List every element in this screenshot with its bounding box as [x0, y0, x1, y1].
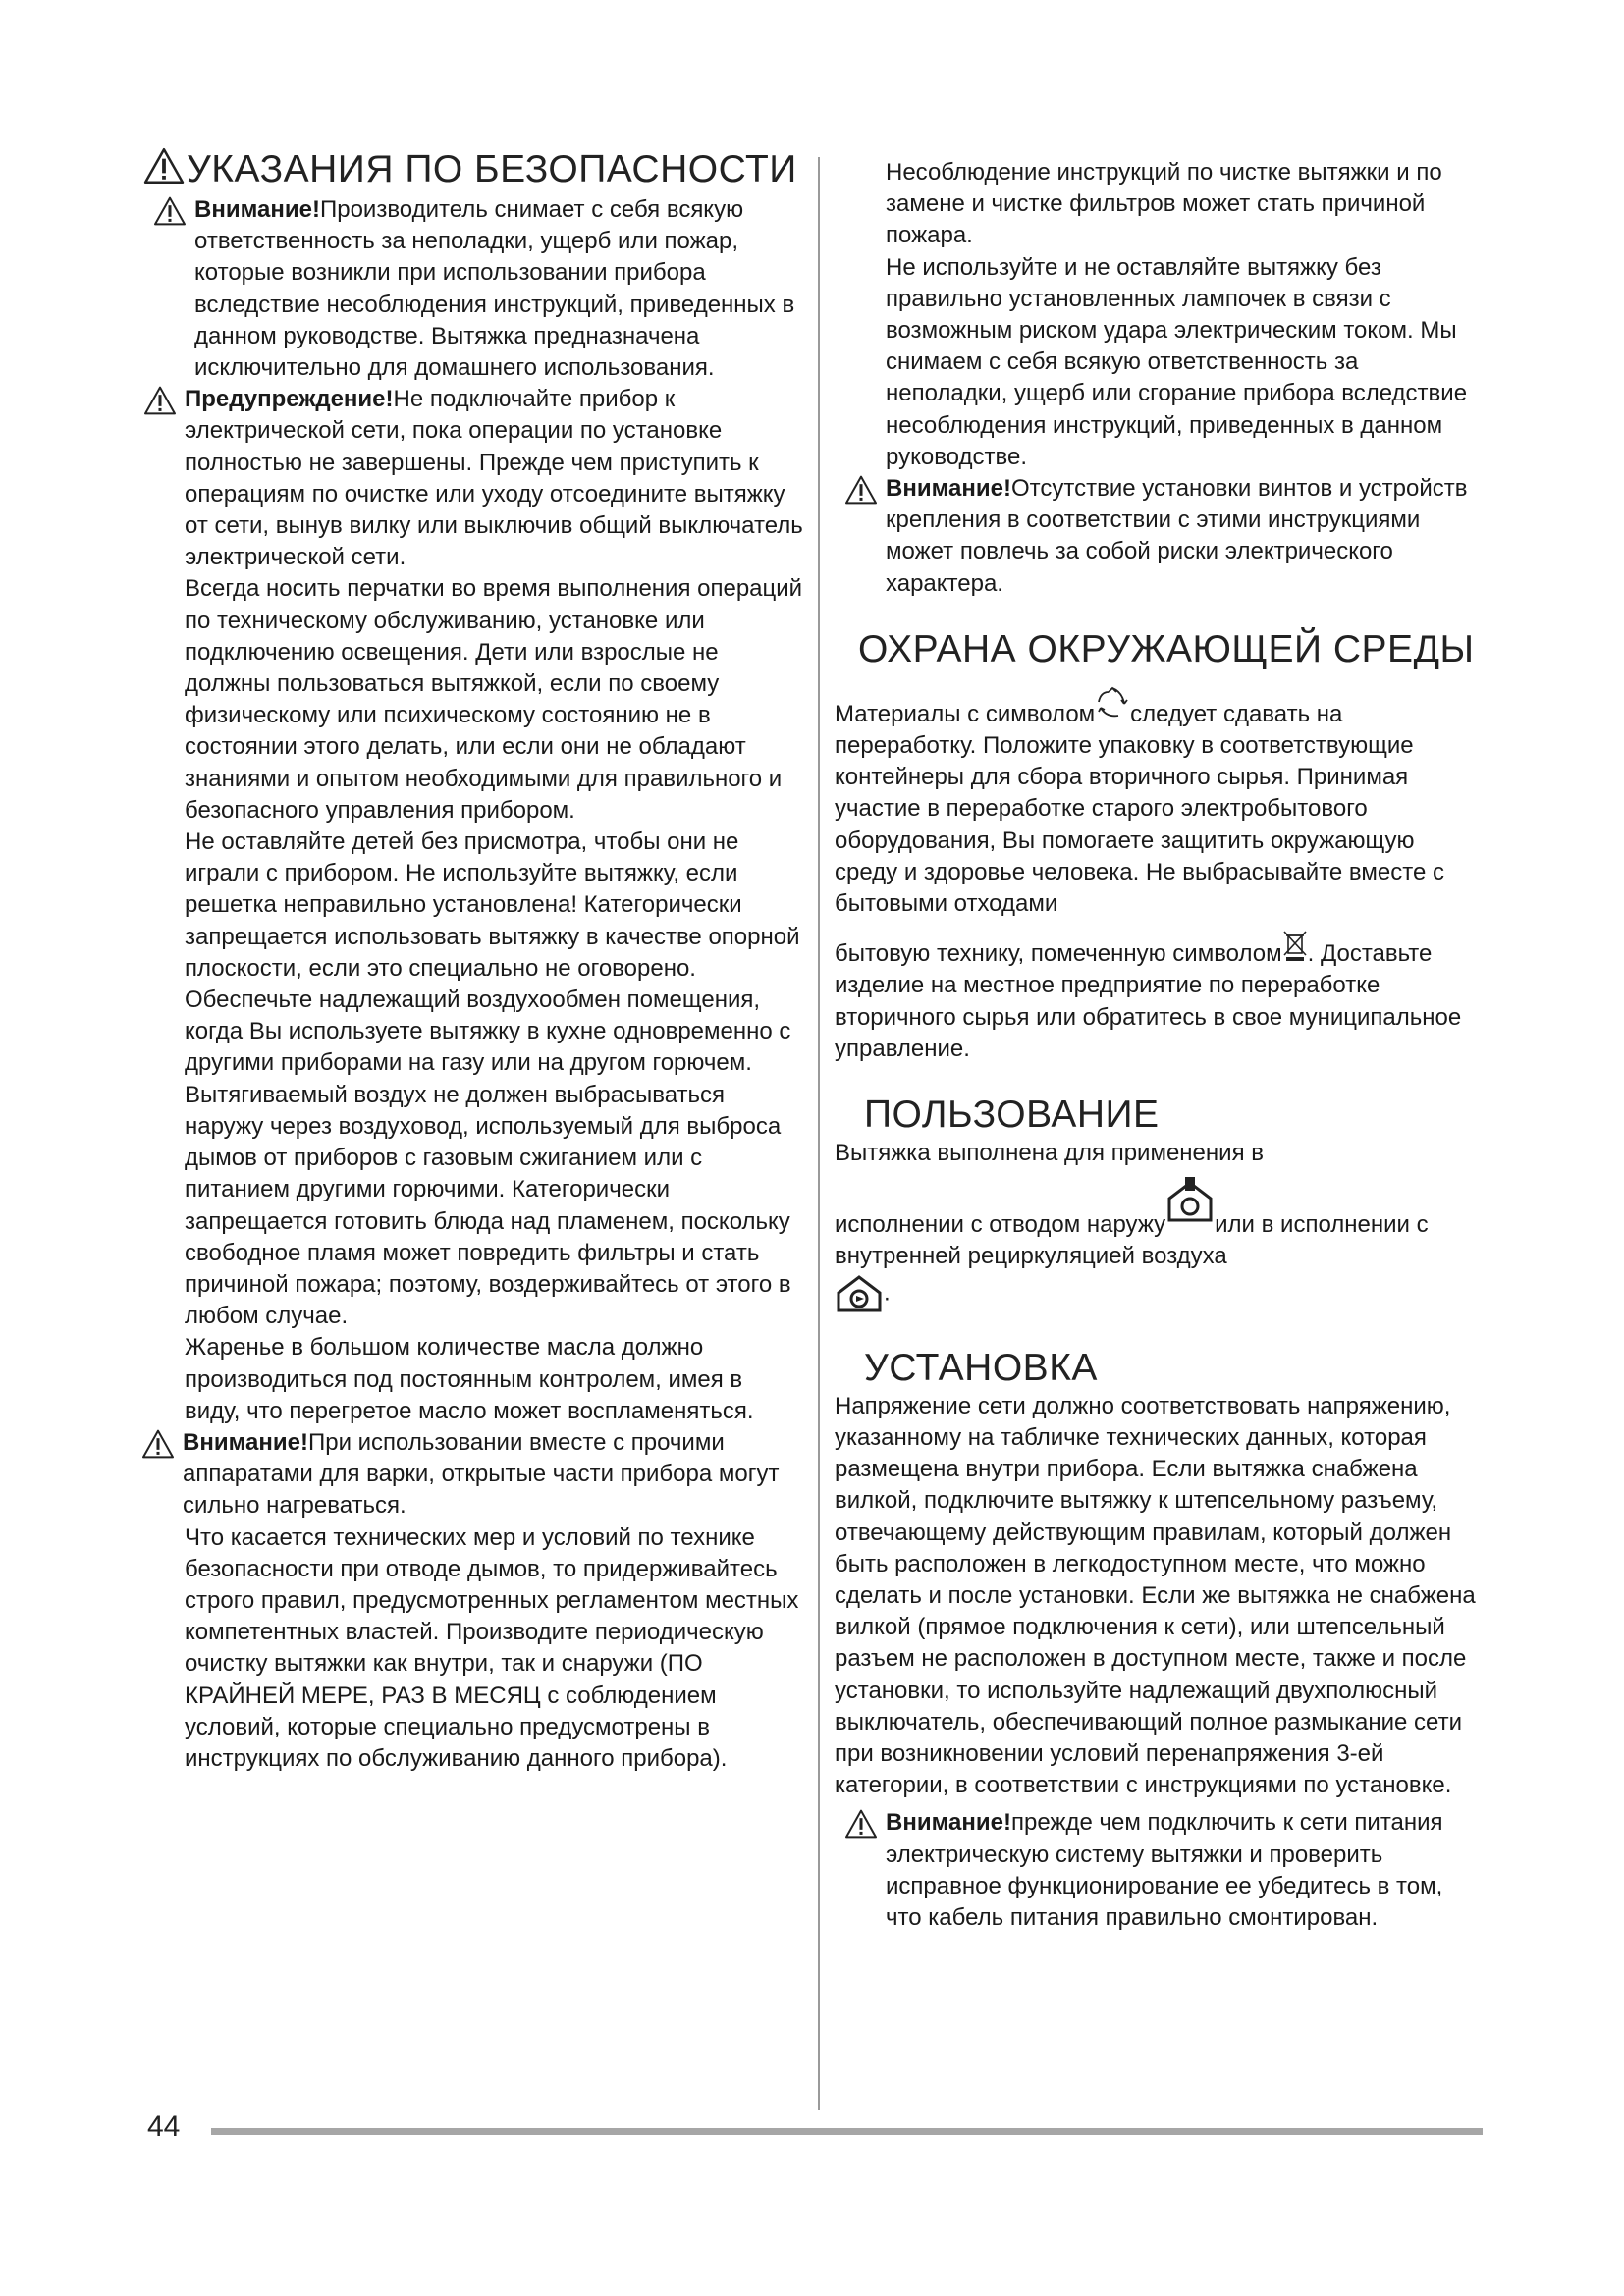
warning-icon	[143, 386, 177, 415]
recycling-text-b: следует сдавать на переработку. Положите упаковку в соответствующие контейнеры для сбора вторичного сырья. Принимая участие в переработке старого электробытового оборудования, Вы помогаете защитить окружающую среду и здоровье человека. Не выбрасывайте вместе с бытовыми отходами	[835, 700, 1444, 918]
safety-note-warning	[143, 384, 803, 573]
usage-text-2a: исполнении с отводом наружу	[835, 1211, 1166, 1239]
warning-icon	[141, 1429, 175, 1459]
paragraph-oil: Жаренье в большом количестве масла должно производиться под постоянным контролем, имея в виду, что перегретое масло может воспламеняться.	[185, 1334, 754, 1424]
environment-heading: ОХРАНА ОКРУЖАЮЩЕЙ СРЕДЫ	[858, 627, 1475, 670]
paragraph-weee	[835, 930, 1483, 1065]
note-text: Не подключайте прибор к электрической сети, пока операции по установке полностью не завершены. Прежде чем приступить к операциям по очистке или уходу отсоедините вытяжку от сети, вынув вилку или выключив общий выключатель электрической сети.	[185, 386, 803, 571]
safety-heading: УКАЗАНИЯ ПО БЕЗОПАСНОСТИ	[143, 147, 803, 192]
note-label: Внимание!	[886, 1809, 1011, 1837]
usage-text-3	[835, 1273, 1483, 1314]
duct-out-icon	[1165, 1177, 1215, 1226]
warning-icon	[143, 147, 185, 185]
column-divider	[818, 157, 820, 2110]
paragraph-gloves: Всегда носить перчатки во время выполнения операций по техническому обслуживанию, установке или подключению освещения. Дети или взрослые не должны пользоваться вытяжкой, если по своему физическому или психическому состоянию не в состоянии этого делать, или если они не обладают знаниями и опытом необходимыми для правильного и безопасного управления прибором.	[185, 575, 803, 824]
safety-note-screws	[844, 473, 1483, 600]
installation-heading: УСТАНОВКА	[864, 1346, 1098, 1389]
warning-icon	[844, 475, 878, 505]
note-label: Внимание!	[183, 1428, 308, 1456]
note-label: Внимание!	[886, 475, 1011, 503]
note-text: Производитель снимает с себя всякую ответственность за неполадки, ущерб или пожар, которые возникли при использовании прибора вследствие несоблюдения инструкций, приведенных в данном руководстве. Вытяжка предназначена исключительно для домашнего использования.	[194, 196, 795, 382]
paragraph-lamps: Не используйте и не оставляйте вытяжку без правильно установленных лампочек в связи с возможным риском удара электрическим током. Мы снимаем с себя всякую ответственность за неполадки, ущерб или сгорание прибора вследствие несоблюдения инструкций, приведенных в данном руководстве.	[886, 253, 1468, 470]
usage-text-3-dot: .	[884, 1279, 891, 1307]
recycling-text-a: Материалы с символом	[835, 700, 1096, 727]
safety-note-attention	[153, 194, 803, 384]
page-number: 44	[147, 2110, 181, 2143]
paragraph-regulations: Что касается технических мер и условий по технике безопасности при отводе дымов, то придерживайтесь строго правил, предусмотренных регламентом местных компетентных властей. Производите периодическую очистку вытяжки как внутри, так и снаружи (ПО КРАЙНЕЙ МЕРЕ, РАЗ В МЕСЯЦ с соблюдением условий, которые специально предусмотрены в инструкциях по обслуживанию данного прибора).	[185, 1523, 799, 1772]
weee-text-b: . Доставьте изделие на местное предприятие по переработке вторичного сырья или обратитесь в свое муниципальное управление.	[835, 940, 1462, 1062]
note-label: Предупреждение!	[185, 386, 394, 413]
footer-rule	[211, 2128, 1483, 2135]
safety-note-power	[844, 1807, 1483, 1934]
safety-note-heat	[141, 1427, 803, 1522]
crossed-bin-icon	[1282, 930, 1308, 961]
paragraph-children: Не оставляйте детей без присмотра, чтобы они не играли с прибором. Не используйте вытяжку, если решетка неправильно установлена! Категорически запрещается использовать вытяжку в качестве опорной плоскости, если это специально не оговорено. Обеспечьте надлежащий воздухообмен помещения, когда Вы используете вытяжку в кухне одновременно с другими приборами на газу или на другом горючем. Вытягиваемый воздух не должен выбрасываться наружу через воздуховод, используемый для выброса дымов от приборов с газовым сжиганием или с питанием другими горючими. Категорически запрещается готовить блюда над пламенем, поскольку свободное пламя может повредить фильтры и стать причиной пожара; поэтому, воздерживайтесь от этого в любом случае.	[185, 828, 800, 1330]
right-column	[835, 157, 1483, 1934]
warning-icon	[153, 196, 187, 226]
left-column	[155, 147, 803, 1775]
usage-text-2b: или в исполнении с внутренней рециркуляцией воздуха	[835, 1211, 1429, 1270]
usage-heading: ПОЛЬЗОВАНИЕ	[864, 1094, 1160, 1137]
note-text: Отсутствие установки винтов и устройств крепления в соответствии с этими инструкциями может повлечь за собой риски электрического характера.	[886, 475, 1468, 597]
paragraph-installation: Напряжение сети должно соответствовать напряжению, указанному на табличке технических данных, которая размещена внутри прибора. Если вытяжка снабжена вилкой, подключите вытяжку к штепсельному разъему, отвечающему действующим правилам, который должен быть расположен в легкодоступном месте, что можно сделать и после установки. Если же вытяжка не снабжена вилкой (прямое подключения к сети), или штепсельный разъем не расположен в доступном месте, также и после установки, то используйте надлежащий двухполюсный выключатель, обеспечивающий полное размыкание сети при возникновении условий перенапряжения 3-ей категории, в соответствии с инструкциями по установке.	[835, 1392, 1476, 1799]
usage-text-2	[835, 1177, 1483, 1272]
note-label: Внимание!	[194, 196, 320, 223]
recirculation-icon	[835, 1273, 884, 1314]
weee-text-a: бытовую технику, помеченную символом	[835, 940, 1282, 968]
paragraph-cleaning: Несоблюдение инструкций по чистке вытяжки и по замене и чистке фильтров может стать причиной пожара.	[886, 159, 1442, 249]
warning-icon	[844, 1809, 878, 1839]
note-text: При использовании вместе с прочими аппаратами для варки, открытые части прибора могут сильно нагреваться.	[183, 1428, 780, 1520]
note-text: прежде чем подключить к сети питания электрическую систему вытяжки и проверить исправное функционирование ее убедитесь в том, что кабель питания правильно смонтирован.	[886, 1809, 1443, 1931]
paragraph-recycling	[835, 686, 1483, 920]
recycle-icon	[1095, 686, 1130, 720]
usage-text-1: Вытяжка выполнена для применения в	[835, 1140, 1264, 1167]
